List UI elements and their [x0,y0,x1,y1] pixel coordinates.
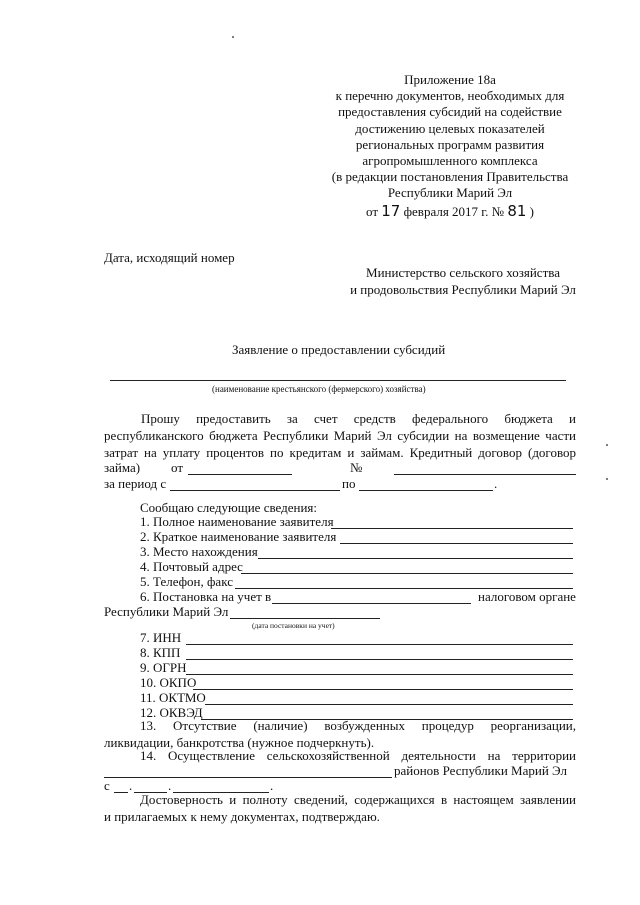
confirm-line: Достоверность и полноту сведений, содержащихся в настоящем заявлении [140,792,576,807]
field-location-input[interactable] [258,558,573,559]
field-full-name-label: 1. Полное наименование заявителя [140,514,334,529]
field-ogrn-input[interactable] [186,674,573,675]
date-number-handwritten: 81 [507,201,527,220]
loan-label: займа) [104,460,141,475]
appendix-line: региональных программ развития [355,136,545,152]
field-14-paragraph [104,747,576,764]
field-registration-input[interactable] [272,603,471,604]
info-intro: Сообщаю следующие сведения: [140,500,318,515]
field-full-name-input[interactable] [331,528,573,529]
appendix-line: достижению целевых показателей [355,120,545,136]
field-postal-label: 4. Почтовый адрес [140,559,243,574]
loan-number-field[interactable] [394,474,576,475]
date-close: ) [529,203,534,219]
field-14-line: 14. Осуществление сельскохозяйственной деятельности на территории [140,748,576,763]
appendix-header [300,72,600,220]
field-location-label: 3. Место нахождения [140,544,258,559]
field-oktmo-input[interactable] [205,704,573,705]
appendix-line: агропромышленного комплекса [362,153,538,169]
field-phone-label: 5. Телефон, факс [140,574,233,589]
field-14-since-label: с [104,778,110,793]
field-short-name-label: 2. Краткое наименование заявителя [140,529,337,544]
recipient-line: Министерство сельского хозяйства [366,265,560,280]
date-day-handwritten: 17 [381,201,401,220]
loan-number-label: № [350,460,363,475]
appendix-line: предоставления субсидий на содействие [338,104,562,120]
field-14-sep: . [168,778,172,793]
appendix-date-line [300,203,600,220]
field-14-end-dot: . [270,778,274,793]
loan-date-field[interactable] [188,474,292,475]
period-to-label: по [342,476,356,491]
field-inn-label: 7. ИНН [140,630,182,645]
appendix-line: Приложение 18а [404,72,496,87]
field-registration-label: 6. Постановка на учет в [140,589,272,604]
scan-dot [606,444,608,446]
field-okpo-label: 10. ОКПО [140,675,197,690]
appendix-line: к перечню документов, необходимых для [335,88,565,104]
recipient-block [318,264,608,298]
farm-name-field[interactable] [110,380,566,381]
farm-name-caption: (наименование крестьянского (фермерского) хозяйства) [212,384,426,394]
date-outgoing-label: Дата, исходящий номер [104,250,235,265]
field-14-sep: . [129,778,133,793]
period-from-field[interactable] [170,490,340,491]
field-registration-caption: (дата постановки на учет) [252,621,335,630]
period-to-field[interactable] [359,490,493,491]
field-oktmo-label: 11. ОКТМО [140,690,206,705]
field-14-districts-input[interactable] [104,777,392,778]
loan-from-label: от [171,460,184,475]
request-line: Прошу предоставить за счет средств федерального бюджета и [141,411,576,426]
scan-dot [606,478,608,480]
period-end-dot: . [494,476,498,491]
field-inn-input[interactable] [186,644,573,645]
field-short-name-input[interactable] [340,543,573,544]
date-rest: февраля 2017 г. № [403,203,505,219]
field-postal-input[interactable] [241,573,573,574]
field-okved-label: 12. ОКВЭД [140,705,203,720]
field-registration-republic: Республики Марий Эл [104,604,229,619]
date-prefix: от [366,203,379,219]
request-paragraph [104,410,576,461]
field-okpo-input[interactable] [193,689,573,690]
recipient-line: и продовольствия Республики Марий Эл [350,282,576,297]
field-13-line[interactable]: 13. Отсутствие (наличие) возбужденных процедур реорганизации, [140,718,576,733]
request-line: затрат на уплату процентов по кредитам и займам. Кредитный договор (договор [104,445,576,460]
field-13-paragraph [104,717,576,751]
field-kpp-label: 8. КПП [140,645,181,660]
confirm-paragraph [104,791,576,825]
field-registration-date-input[interactable] [230,618,380,619]
appendix-line: (в редакции постановления Правительства [331,169,569,185]
period-from-label: за период с [104,476,167,491]
field-13-line: ликвидации, банкротства (нужное подчеркнуть). [104,735,375,750]
field-14-districts-label: районов Республики Марий Эл [394,763,567,778]
field-registration-tax: налоговом органе [478,589,576,604]
scan-dot [232,36,234,38]
request-line: республиканского бюджета Республики Марий Эл субсидии на возмещение части [104,428,576,443]
field-ogrn-label: 9. ОГРН [140,660,187,675]
document-title: Заявление о предоставлении субсидий [232,342,446,357]
confirm-line: и прилагаемых к нему документах, подтверждаю. [104,809,380,824]
field-kpp-input[interactable] [186,659,573,660]
appendix-line: Республики Марий Эл [387,185,513,201]
